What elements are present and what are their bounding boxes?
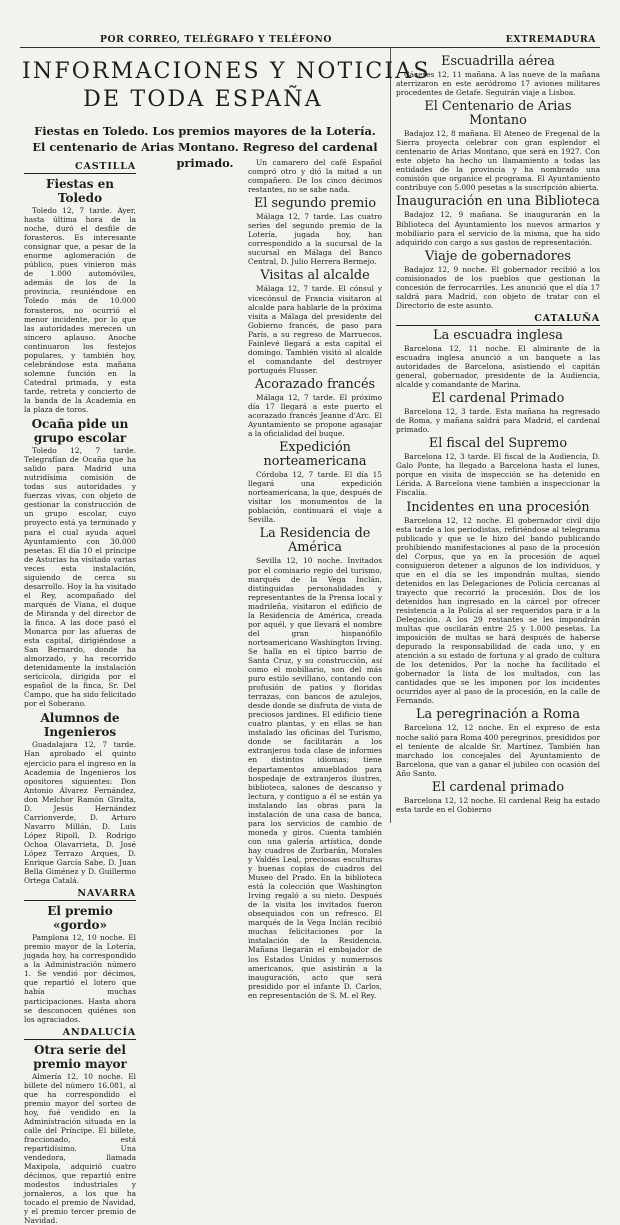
article-title-ocana: Ocaña pide un grupo escolar <box>31 417 129 446</box>
article-text-visitas: Málaga 12, 7 tarde. El cónsul y vicecónsul de Francia visitaron al alcalde para hablarle de la próxima visita a Málaga del presidente del Gobierno francés, de paso para París, a su regreso de Marruecos. Fainlevé llegará a esta capital el domingo. También visitó al alcalde el comandante del destroyer portugués Flusser. <box>248 284 382 375</box>
article-title-cardenal: El cardenal Primado <box>431 391 565 407</box>
article-text-gordo: Pamplona 12, 10 noche. El premio mayor de la Lotería, jugada hoy, ha correspondido a la Administración número 1. Se vendió por décimos, que repartió el lotero que había muchas participaciones. Hasta ahora se desconocen quiénes son los agraciados. <box>24 933 136 1024</box>
article-text-expedicion: Córdoba 12, 7 tarde. El día 15 llegará una expedición norteamericana, la que, después de visitar los monumentos de la población, continuará el viaje a Sevilla. <box>248 470 382 525</box>
article-text-acorazado: Málaga 12, 7 tarde. El próximo día 17 llegará a este puerto el acorazado francés Jeanne d'Arc. El Ayuntamiento se propone agasajar a la oficialidad del buque. <box>248 392 382 439</box>
article-title-expedicion: Expedición norteamericana <box>263 440 367 470</box>
page-title-line2: DE TODA ESPAÑA <box>83 87 323 112</box>
article-text-fiscal: Barcelona 12, 3 tarde. El fiscal de la Audiencia, D. Galo Ponte, ha llegado a Barcelona hasta el lunes, porque en visita de inspección se ha detenido en Lérida. A Barcelona viene también a inspeccionar la Fiscalía. <box>396 452 600 498</box>
header-left: POR CORREO, TELÉGRAFO Y TELÉFONO <box>100 34 333 45</box>
article-text-centenario: Badajoz 12, 8 mañana. El Ateneo de Fregenal de la Sierra proyecta celebrar con gran esplendor el centenario de Arias Montano, que será en 1927. Con este objeto ha hecho un llamamiento a todas las entidades de la provincia y ha nombrado una comisión que organice el programa. El Ayuntamiento contribuye con 5.000 pesetas a la suscripción abierta. <box>396 129 600 193</box>
article-title-fiestas: Fiestas en Toledo <box>45 177 115 205</box>
article-text-otra-serie: Almería 12, 10 noche. El billete del número 16.081, al que ha correspondido el premio mayor del sorteo de hoy, fué vendido en la Administración situada en la calle del Príncipe. El billete, fraccionado, está repartidísimo. Una vendedora, llamada Maxipola, adquirió cuatro décimos, que repartió entre modestos industriales y jornaleros, a los que ha tocado el premio de Navidad, y el premio tercer premio de Navidad. <box>24 1071 136 1225</box>
article-text-viaje: Badajoz 12, 9 noche. El gobernador recibió a los comisionados de los pueblos que gestionan la concesión de ferrocarriles. Les anunció que el día 17 saldrá para Madrid, con objeto de tratar con el Directorio de este asunto. <box>396 264 600 310</box>
section-navarra: NAVARRA <box>24 888 136 901</box>
article-title-residencia: La Residencia de América <box>259 526 371 556</box>
article-title-otra-serie: Otra serie del premio mayor <box>33 1042 127 1071</box>
article-title-viaje: Viaje de gobernadores <box>425 248 571 264</box>
article-title-gordo: El premio «gordo» <box>47 904 113 933</box>
article-title-escuadra: La escuadra inglesa <box>433 327 563 343</box>
article-text-biblioteca: Badajoz 12, 9 mañana. Se inaugurarán en la Biblioteca del Ayuntamiento los nuevos armarios y mobiliario para el servicio de la misma, que ha sido adquirido con cargo a sus gastos de representación. <box>396 210 600 247</box>
page-title <box>22 58 431 114</box>
article-title-acorazado: Acorazado francés <box>254 376 376 392</box>
section-castilla: CASTILLA <box>24 161 136 174</box>
article-title-incidentes: Incidentes en una procesión <box>406 499 590 515</box>
article-text-escuadra: Barcelona 12, 11 noche. El almirante de la escuadra inglesa anunció a un banquete a las autoridades de Barcelona, asistiendo el capitán general, gobernador, presidente de la Audiencia, alcalde y comandante de Marina. <box>396 343 600 390</box>
article-text-escuadrilla: Cáceres 12, 11 mañana. A las nueve de la mañana aterrizaron en este aeródromo 17 aviones militares procedentes de Getafe. Seguirán viaje a Lisboa. <box>396 70 600 98</box>
article-title-alumnos: Alumnos de Ingenieros <box>40 711 120 740</box>
section-cataluna: CATALUÑA <box>396 313 600 326</box>
section-andalucia: ANDALUCÍA <box>24 1027 136 1040</box>
article-text-segundo: Málaga 12, 7 tarde. Las cuatro series del segundo premio de la Lotería, jugada hoy, han correspondido a la sucursal de la sucursal en Málaga del Banco Central, D. Julio Herrera Bermejo. <box>248 212 382 267</box>
article-title-biblioteca: Inauguración en una Biblioteca <box>396 194 600 210</box>
article-text-ocana: Toledo 12, 7 tarde. Telegrafían de Ocaña que ha salido para Madrid una nutridísima comisión de todas sus autoridades y fuerzas vivas, con objeto de gestionar la construcción de un grupo escolar, cuyo proyecto está ya terminado y para el cual ayuda aquel Ayuntamiento con 30.000 pesetas. El día 10 el príncipe de Asturias ha visitado varias veces esta instalación, siguiendo de cerca su desarrollo. Hoy la ha visitado el Rey, acompañado del marqués de Viana, el duque de Miranda y del director de la finca. A las doce pasó el Monarca por las afueras de esta capital, dirigiéndose a San Bernardo, donde ha almorzado, y ha recorrido detenidamente la instalación sericícola, dirigida por el español de la finca, Sr. Del Campo, que ha sido felicitado por el Soberano. <box>24 446 136 709</box>
header-right: EXTREMADURA <box>505 34 596 45</box>
article-title-fiscal: El fiscal del Supremo <box>428 436 568 452</box>
article-text-residencia: Sevilla 12, 10 noche. Invitados por el comisario regio del turismo, marqués de la Vega Inclán, distinguidas personalidades y representantes de la Prensa local y madrileña, visitaron el edificio de la Residencia de América, creada por aquél, y que llevará el nombre del gran hispanófilo norteamericano Washington Irving. Se halla en el típico barrio de Santa Cruz, y su construcción, así como el mobiliario, son del más puro estilo sevillano, contando con profusión de patios y floridas terrazas, con bancos de azulejos, desde donde se disfruta de vista de preciosos jardines. El edificio tiene cuatro plantas, y en ellas se han instalado las oficinas del Turismo, donde se facilitarán a los extranjeros toda clase de informes en distintos idiomas; tiene departamentos amueblados para hospedaje de extranjeros ilustres, biblioteca, salones de descanso y lectura, y contiguo a él se están ya instalando las obras para la instalación de una casa de banca, para los servicios de cambio de moneda y giros. Cuenta también con una galería artística, donde hay cuadros de Zurbarán, Morales y Valdés Leal, preciosas esculturas y buenas copias de cuadros del Museo del Prado. En la biblioteca está la colección que Washington Irving regaló a su nieto. Después de la visita los invitados fueron obsequiados con un refresco. El marqués de la Vega Inclán recibió muchas felicitaciones por la instalación de la Residencia. Mañana llegarán el embajador de los Estados Unidos y numerosos americanos, que asistirán a la inauguración, acto que será presidido por el infante D. Carlos, en representación de S. M. el Rey. <box>248 556 382 1000</box>
article-text-peregrinacion: Barcelona 12, 12 noche. En el expreso de esta noche salió para Roma 400 peregrinos, presididos por el teniente de alcalde Sr. Martínez. También han marchado los concejales del Ayuntamiento de Barcelona, que van a ganar el jubileo con ocasión del Año Santo. <box>396 723 600 778</box>
header-rule <box>20 47 600 48</box>
article-title-visitas: Visitas al alcalde <box>260 268 370 284</box>
article-text-cardenal: Barcelona 12, 3 tarde. Esta mañana ha regresado de Roma, y mañana saldrá para Madrid, el cardenal primado. <box>396 407 600 435</box>
column-divider <box>390 48 391 823</box>
page-subtitle: Fiestas en Toledo. Los premios mayores de la Lotería. El centenario de Arias Montano. Regreso del cardenal primado. <box>32 124 378 170</box>
article-title-segundo: El segundo premio <box>253 196 377 212</box>
article-title-escuadrilla: Escuadrilla aérea <box>441 54 555 69</box>
article-title-peregrinacion: La peregrinación a Roma <box>416 707 580 723</box>
page-title-line1: INFORMACIONES Y NOTICIAS <box>22 59 431 84</box>
article-text-fiestas: Toledo 12, 7 tarde. Ayer, hasta última hora de la noche, duró el desfile de forasteros. Es interesante consignar que, a pesar de la enorme aglomeración de público, pues vinieron más de 1.000 automóviles, además de los de la provincia, reuniéndose en Toledo más de 10.000 forasteros, no ocurrió el menor incidente, por lo que las autoridades merecen un sincero aplauso. Anoche continuaron los festejos populares, y también hoy, celebrándose esta mañana solemne función en la Catedral primada, y esta tarde, retreta y concierto de la banda de la Academia en la plaza de toros. <box>24 206 136 415</box>
column-1 <box>24 158 136 1225</box>
article-text-intro: Un camarero del café Español compró otro y dió la mitad a un compañero. De los cinco décimos restantes, no se sabe nada. <box>248 158 382 195</box>
article-title-centenario: El Centenario de Arias Montano <box>424 99 572 129</box>
column-3 <box>396 52 600 823</box>
article-text-primado: Barcelona 12, 12 noche. El cardenal Reig ha estado esta tarde en el Gobierno <box>396 795 600 814</box>
article-text-alumnos: Guadalajara 12, 7 tarde. Han aprobado el quinto ejercicio para el ingreso en la Academia de Ingenieros los opositores siguientes: Don Antonio Álvarez Fernández, don Melchor Ramón Giralta, D. Jesús Hernández Carrionverde, D. Arturo Navarro Millán, D. Luis López Ripoll, D. Rodrigo Ochoa Olavarrieta, D. José López Terrazo Arques, D. Enrique García Sabe, D. Juan Bella Giménez y D. Guillermo Ortega Catalá. <box>24 740 136 886</box>
article-title-primado: El cardenal primado <box>431 779 565 795</box>
column-2 <box>144 158 384 1000</box>
article-text-incidentes: Barcelona 12, 12 noche. El gobernador civil dijo esta tarde a los periodistas, refiriéndose al telegrama publicado y que se le hizo del bando publicando prohibiendo manifestaciones al paso de la procesión del Corpus, que ya en la procesión de aquel consiguieron detener a algunos de los individuos, y que en el día se les impondrán multas, siendo detenidos en las Delegaciones de Policía cercanas al trayecto que recorrió la procesión. Dos de los detenidos han ingresado en la cárcel por ofrecer resistencia a la Policía al ser requeridos para ir a la Delegación. A los 29 restantes se les impondrán multas que oscilarán entre 25 y 1.000 pesetas. La imposición de multas se hará después de haberse depurado la responsabilidad de cada uno, y en atención a su estado de fortuna y al grado de cultura de los detenidos. Por la noche ha facilitado el gobernador la lista de los multados, con las cantidades que se les imponen por los incidentes ocurridos ayer al paso de la procesión, en la calle de Fernando. <box>396 515 600 706</box>
